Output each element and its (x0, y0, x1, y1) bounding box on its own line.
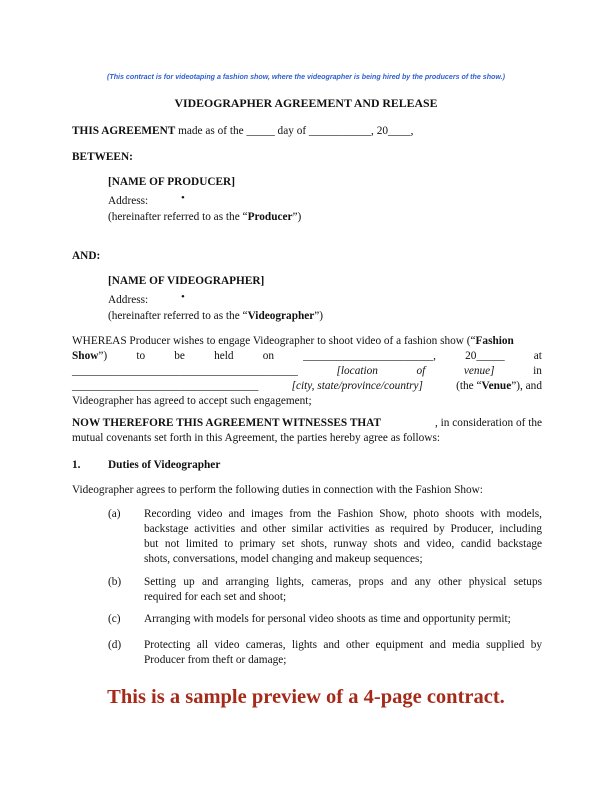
show-bold: Show (72, 350, 99, 362)
producer-address-bullet: • (181, 192, 185, 204)
duty-line: required for each set and shoot; (144, 591, 287, 603)
whereas-word: at (533, 350, 542, 362)
duty-label: (d) (108, 639, 122, 651)
duty-label: (c) (108, 613, 121, 625)
section-1-number: 1. (72, 459, 81, 471)
whereas-line-4: _________________________________ [city, state/province/country] (the “Venue”), and (72, 380, 542, 392)
contract-note: (This contract is for videotaping a fashion show, where the videographer is being hired by the producers of the show.) (107, 73, 505, 81)
videographer-address-bullet: • (181, 291, 185, 303)
whereas-word: be (174, 350, 185, 362)
videographer-reference: (hereinafter referred to as the “Videographer”) (108, 310, 324, 322)
duty-text (144, 575, 542, 605)
whereas-word: 20_____ (465, 350, 505, 362)
now-line-2: mutual covenants set forth in this Agreement, the parties hereby agree as follows: (72, 432, 440, 444)
videographer-address-label: Address: (108, 294, 149, 306)
duty-line: Arranging with models for personal video shoots as time and opportunity permit; (144, 613, 511, 625)
whereas-word: on (262, 350, 274, 362)
duty-line: but not limited to primary set shots, runway shots and video, candid backstage (144, 538, 542, 550)
document-title: VIDEOGRAPHER AGREEMENT AND RELEASE (174, 96, 438, 110)
whereas-line-1: WHEREAS Producer wishes to engage Videographer to shoot video of a fashion show (“Fashion (72, 335, 514, 347)
whereas-word: ________________________________________ (72, 365, 298, 377)
section-1-heading: Duties of Videographer (108, 459, 221, 471)
duty-line: Producer from theft or damage; (144, 654, 287, 666)
duty-line: backstage activities and other similar activities as required by Producer, including (144, 523, 542, 535)
between-heading: BETWEEN: (72, 151, 133, 163)
duty-line: Recording video and images from the Fashion Show, photo shoots with models, (144, 508, 542, 520)
whereas-word: venue] (463, 365, 495, 377)
duty-text (144, 612, 542, 627)
whereas-line-5: Videographer has agreed to accept such engagement; (72, 395, 312, 407)
whereas-word: in (533, 365, 542, 377)
duty-label: (a) (108, 508, 121, 520)
producer-address-label: Address: (108, 195, 149, 207)
whereas-word: _______________________, (303, 350, 436, 362)
whereas-word: to (136, 350, 146, 362)
now-therefore-clause (72, 416, 542, 446)
agreement-line: THIS AGREEMENT made as of the _____ day of ___________, 20____, (72, 125, 414, 137)
videographer-name: [NAME OF VIDEOGRAPHER] (108, 275, 265, 287)
producer-reference: (hereinafter referred to as the “Producer”) (108, 211, 302, 223)
now-line-1: NOW THEREFORE THIS AGREEMENT WITNESSES THAT , in consideration of the (72, 417, 542, 429)
whereas-word: Show”) (72, 350, 108, 362)
duty-line: Protecting all video cameras, lights and other equipment and media supplied by (144, 639, 542, 651)
duty-label: (b) (108, 576, 122, 588)
whereas-line-2 (72, 349, 542, 364)
duty-line: shots, conversations, model changing and makeup sequences; (144, 553, 423, 565)
duty-text (144, 507, 542, 567)
section-1-intro: Videographer agrees to perform the following duties in connection with the Fashion Show: (72, 484, 483, 496)
whereas-word: [location (336, 365, 378, 377)
whereas-line-3 (72, 364, 542, 379)
whereas-word: of (416, 365, 426, 377)
and-heading: AND: (72, 250, 101, 262)
preview-banner: This is a sample preview of a 4-page contract. (107, 686, 505, 708)
duty-line: Setting up and arranging lights, cameras, props and any other physical setups (144, 576, 542, 588)
duty-text (144, 638, 542, 668)
whereas-clause (72, 334, 542, 409)
producer-name: [NAME OF PRODUCER] (108, 176, 235, 188)
whereas-word: held (214, 350, 234, 362)
